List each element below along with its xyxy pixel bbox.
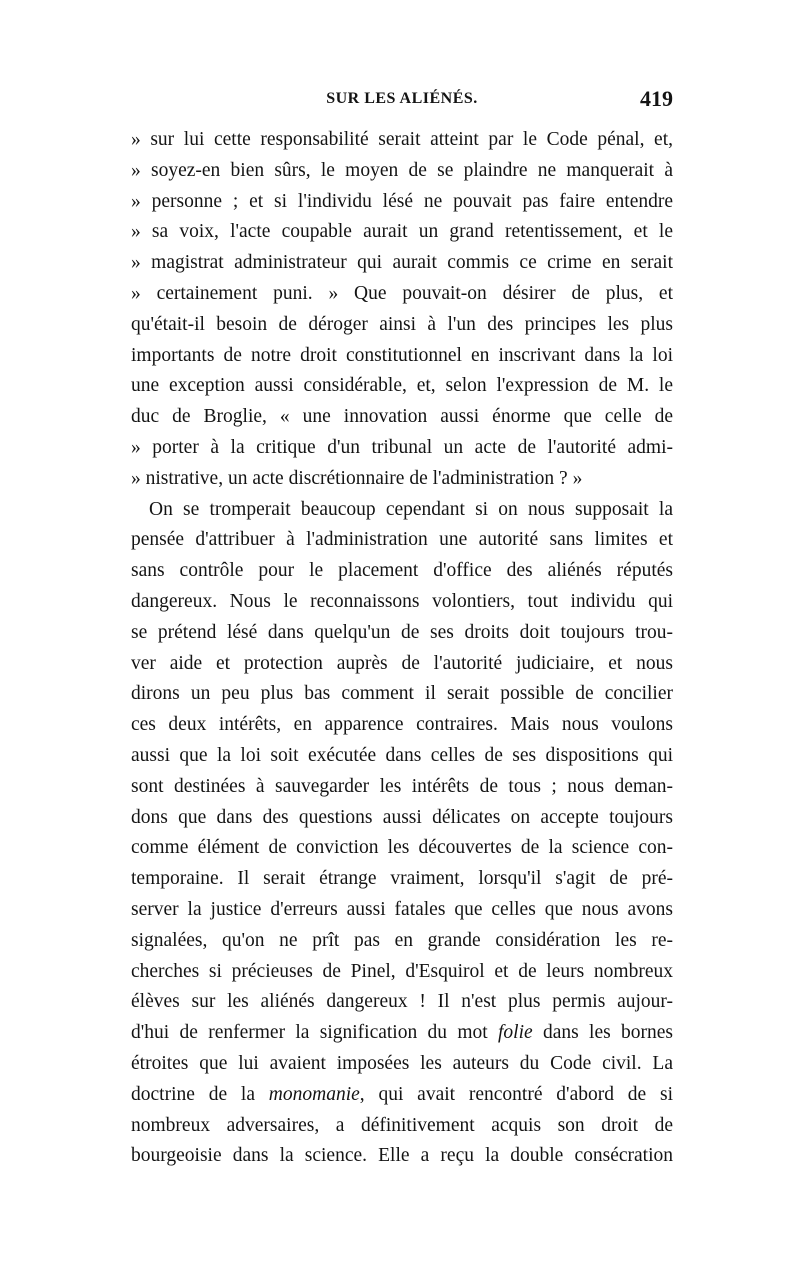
paragraph-start-line: On se tromperait beaucoup cependant si on nous supposait la <box>149 498 673 520</box>
text-line: comme élément de conviction les découvertes de la science con- <box>131 837 673 859</box>
running-title: SUR LES ALIÉNÉS. <box>326 90 478 107</box>
text-line: sont destinées à sauvegarder les intérêts de tous ; nous deman- <box>131 775 673 797</box>
text-line: aussi que la loi soit exécutée dans celles de ses dispositions qui <box>131 744 673 766</box>
text-line: duc de Broglie, « une innovation aussi énorme que celle de <box>131 406 673 428</box>
text-segment: d'hui de renfermer la signification du mot <box>131 1022 498 1044</box>
text-segment: , qui avait rencontré d'abord de si <box>359 1083 673 1105</box>
text-line: » porter à la critique d'un tribunal un acte de l'autorité admi- <box>131 436 673 458</box>
body-text <box>131 125 673 1172</box>
italic-term: monomanie <box>268 1083 360 1105</box>
text-line: nombreux adversaires, a définitivement acquis son droit de <box>131 1114 673 1136</box>
text-line: ces deux intérêts, en apparence contraires. Mais nous voulons <box>131 714 673 736</box>
text-line: server la justice d'erreurs aussi fatales que celles que nous avons <box>131 898 673 920</box>
text-line: » sur lui cette responsabilité serait atteint par le Code pénal, et, <box>131 129 673 150</box>
text-line: une exception aussi considérable, et, selon l'expression de M. le <box>131 375 673 397</box>
running-head <box>131 86 673 120</box>
text-line: dons que dans des questions aussi délicates on accepte toujours <box>131 806 673 828</box>
text-line: élèves sur les aliénés dangereux ! Il n'est plus permis aujour- <box>131 991 673 1013</box>
text-line: dirons un peu plus bas comment il serait possible de concilier <box>131 683 673 705</box>
text-line-with-italic <box>131 1080 673 1111</box>
text-line: » soyez-en bien sûrs, le moyen de se plaindre ne manquerait à <box>131 159 673 181</box>
text-line: temporaine. Il serait étrange vraiment, lorsqu'il s'agit de pré- <box>131 868 673 890</box>
text-line: étroites que lui avaient imposées les auteurs du Code civil. La <box>131 1052 673 1074</box>
text-line: cherches si précieuses de Pinel, d'Esquirol et de leurs nombreux <box>131 960 673 982</box>
text-line: pensée d'attribuer à l'administration une autorité sans limites et <box>131 529 673 551</box>
text-line: ver aide et protection auprès de l'autorité judiciaire, et nous <box>131 652 673 674</box>
text-line: qu'était-il besoin de déroger ainsi à l'un des principes les plus <box>131 313 673 335</box>
text-line: importants de notre droit constitutionnel en inscrivant dans la loi <box>131 344 673 366</box>
text-line: signalées, qu'on ne prît pas en grande considération les re- <box>131 929 673 951</box>
italic-term: folie <box>498 1022 533 1044</box>
text-line: » sa voix, l'acte coupable aurait un grand retentissement, et le <box>131 221 673 243</box>
text-line: dangereux. Nous le reconnaissons volontiers, tout individu qui <box>131 590 673 612</box>
text-line-with-italic <box>131 1018 673 1049</box>
text-line: » magistrat administrateur qui aurait commis ce crime en serait <box>131 252 673 274</box>
book-page <box>131 86 673 1167</box>
text-segment: dans les bornes <box>532 1022 673 1044</box>
text-line: » personne ; et si l'individu lésé ne pouvait pas faire entendre <box>131 190 673 212</box>
text-line: sans contrôle pour le placement d'office des aliénés réputés <box>131 560 673 582</box>
text-line: se prétend lésé dans quelqu'un de ses droits doit toujours trou- <box>131 621 673 643</box>
page-number: 419 <box>640 86 673 111</box>
text-line: » certainement puni. » Que pouvait-on désirer de plus, et <box>131 282 673 304</box>
text-line: » nistrative, un acte discrétionnaire de l'administration ? » <box>131 467 583 489</box>
text-segment: doctrine de la <box>131 1083 269 1105</box>
text-line: bourgeoisie dans la science. Elle a reçu la double consécration <box>131 1145 673 1167</box>
